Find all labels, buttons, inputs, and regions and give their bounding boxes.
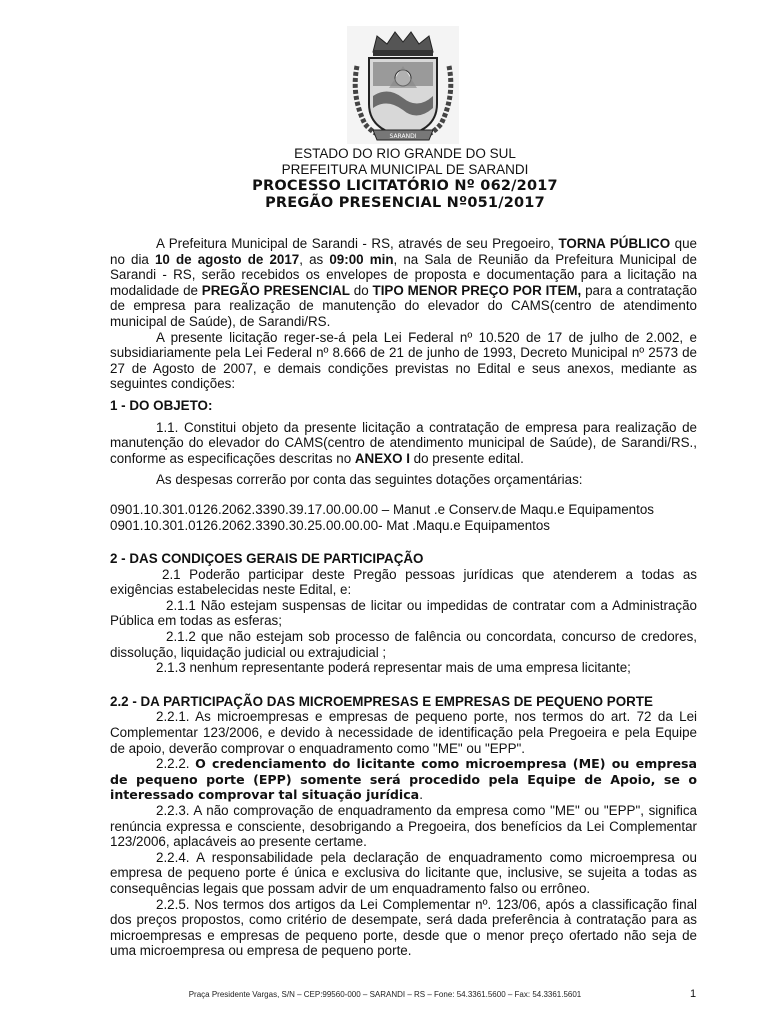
header-prefecture: PREFEITURA MUNICIPAL DE SARANDI bbox=[281, 162, 529, 177]
footer-address: Praça Presidente Vargas, S/N – CEP:99560-000 – SARANDI – RS – Fone: 54.3361.5600 – Fax: 54.3361.5601 bbox=[188, 990, 582, 999]
budget-allocation-2: 0901.10.301.0126.2062.3390.30.25.00.00.00- Mat .Maqu.e Equipamentos bbox=[110, 517, 551, 533]
section-2-2-2-paragraph: 2.2.2. O credenciamento do licitante como microempresa (ME) ou empresa de pequeno porte (EPP) somente será procedido pela Equipe de Apoio, se o interessado comprovar tal situação jurídica. bbox=[110, 756, 697, 803]
section-2-2-title: 2.2 - DA PARTICIPAÇÃO DAS MICROEMPRESAS E EMPRESAS DE PEQUENO PORTE bbox=[110, 693, 653, 709]
budget-allocation-1: 0901.10.301.0126.2062.3390.39.17.00.00.00 – Manut .e Conserv.de Maqu.e Equipamentos bbox=[110, 501, 654, 517]
section-2-2-5-paragraph: 2.2.5. Nos termos dos artigos da Lei Complementar nº. 123/06, após a classificação final dos preços propostos, como critério de desempate, será dada preferência à contratação para as microempresas e empresas de pequeno porte, desde que o menor preço ofertado não seja de uma microempresa ou empresa de pequeno porte. bbox=[110, 896, 697, 959]
section-1-title: 1 - DO OBJETO: bbox=[110, 397, 213, 413]
intro-paragraph-2: A presente licitação reger-se-á pela Lei Federal nº 10.520 de 17 de julho de 2.002, e subsidiariamente pela Lei Federal nº 8.666 de 21 de junho de 1993, Decreto Municipal nº 2573 de 27 de Agosto de 2007, e demais condições previstas no Edital e seus anexos, mediante as seguintes condições: bbox=[110, 329, 697, 392]
section-2-1-3-paragraph: 2.1.3 nenhum representante poderá representar mais de uma empresa licitante; bbox=[156, 660, 631, 676]
intro-paragraph-1: A Prefeitura Municipal de Sarandi - RS, através de seu Pregoeiro, TORNA PÚBLICO que no dia 10 de agosto de 2017, as 09:00 min, na Sala de Reunião da Prefeitura Municipal de Sarandi - RS, serão recebidos os envelopes de proposta e documentação para a licitação na modalidade de PREGÃO PRESENCIAL do TIPO MENOR PREÇO POR ITEM, para a contratação de empresa para realização de manutenção do elevador do CAMS(centro de atendimento municipal de Saúde), de Sarandi/RS. bbox=[110, 236, 697, 329]
header-pregao-number: PREGÃO PRESENCIAL Nº051/2017 bbox=[265, 195, 545, 211]
section-1-1-paragraph: 1.1. Constitui objeto da presente licitação a contratação de empresa para realização de manutenção do elevador do CAMS(centro de atendimento municipal de Saúde), de Sarandi/RS., conforme as especificações descritas no ANEXO I do presente edital. bbox=[110, 419, 697, 466]
section-2-title: 2 - DAS CONDIÇOES GERAIS DE PARTICIPAÇÃO bbox=[110, 551, 424, 567]
crest-ribbon-text: SARANDI bbox=[389, 133, 417, 140]
section-1-expenses-paragraph: As despesas correrão por conta das seguintes dotações orçamentárias: bbox=[156, 472, 583, 488]
section-2-2-1-paragraph: 2.2.1. As microempresas e empresas de pequeno porte, nos termos do art. 72 da Lei Complementar 123/2006, e devido à necessidade de identificação pela Pregoeira e pela Equipe de apoio, deverão comprovar o enquadramento como "ME" ou "EPP". bbox=[110, 709, 697, 756]
municipal-crest-emblem bbox=[343, 26, 463, 144]
section-2-1-2-paragraph: 2.1.2 que não estejam sob processo de falência ou concordata, concurso de credores, dissolução, liquidação judicial ou extrajudicial ; bbox=[110, 629, 697, 660]
section-2-1-1-paragraph: 2.1.1 Não estejam suspensas de licitar ou impedidas de contratar com a Administração Pública em todas as esferas; bbox=[110, 597, 697, 629]
header-state: ESTADO DO RIO GRANDE DO SUL bbox=[294, 146, 516, 161]
document-body bbox=[110, 236, 697, 959]
page-number: 1 bbox=[690, 988, 697, 1000]
section-2-1-paragraph: 2.1 Poderão participar deste Pregão pessoas jurídicas que atenderem a todas as exigências estabelecidas neste Edital, e: bbox=[110, 566, 697, 598]
section-2-2-3-paragraph: 2.2.3. A não comprovação de enquadramento da empresa como "ME" ou "EPP", significa renúncia expressa e consciente, desobrigando a Pregoeira, dos benefícios da Lei Complementar 123/2006, aplacáveis ao presente certame. bbox=[110, 803, 697, 850]
section-2-2-4-paragraph: 2.2.4. A responsabilidade pela declaração de enquadramento como microempresa ou empresa de pequeno porte é única e exclusiva do licitante que, inclusive, se sujeita a todas as consequências legais que possam advir de um enquadramento falso ou errôneo. bbox=[110, 849, 697, 896]
header-process-number: PROCESSO LICITATÓRIO Nº 062/2017 bbox=[252, 178, 558, 194]
